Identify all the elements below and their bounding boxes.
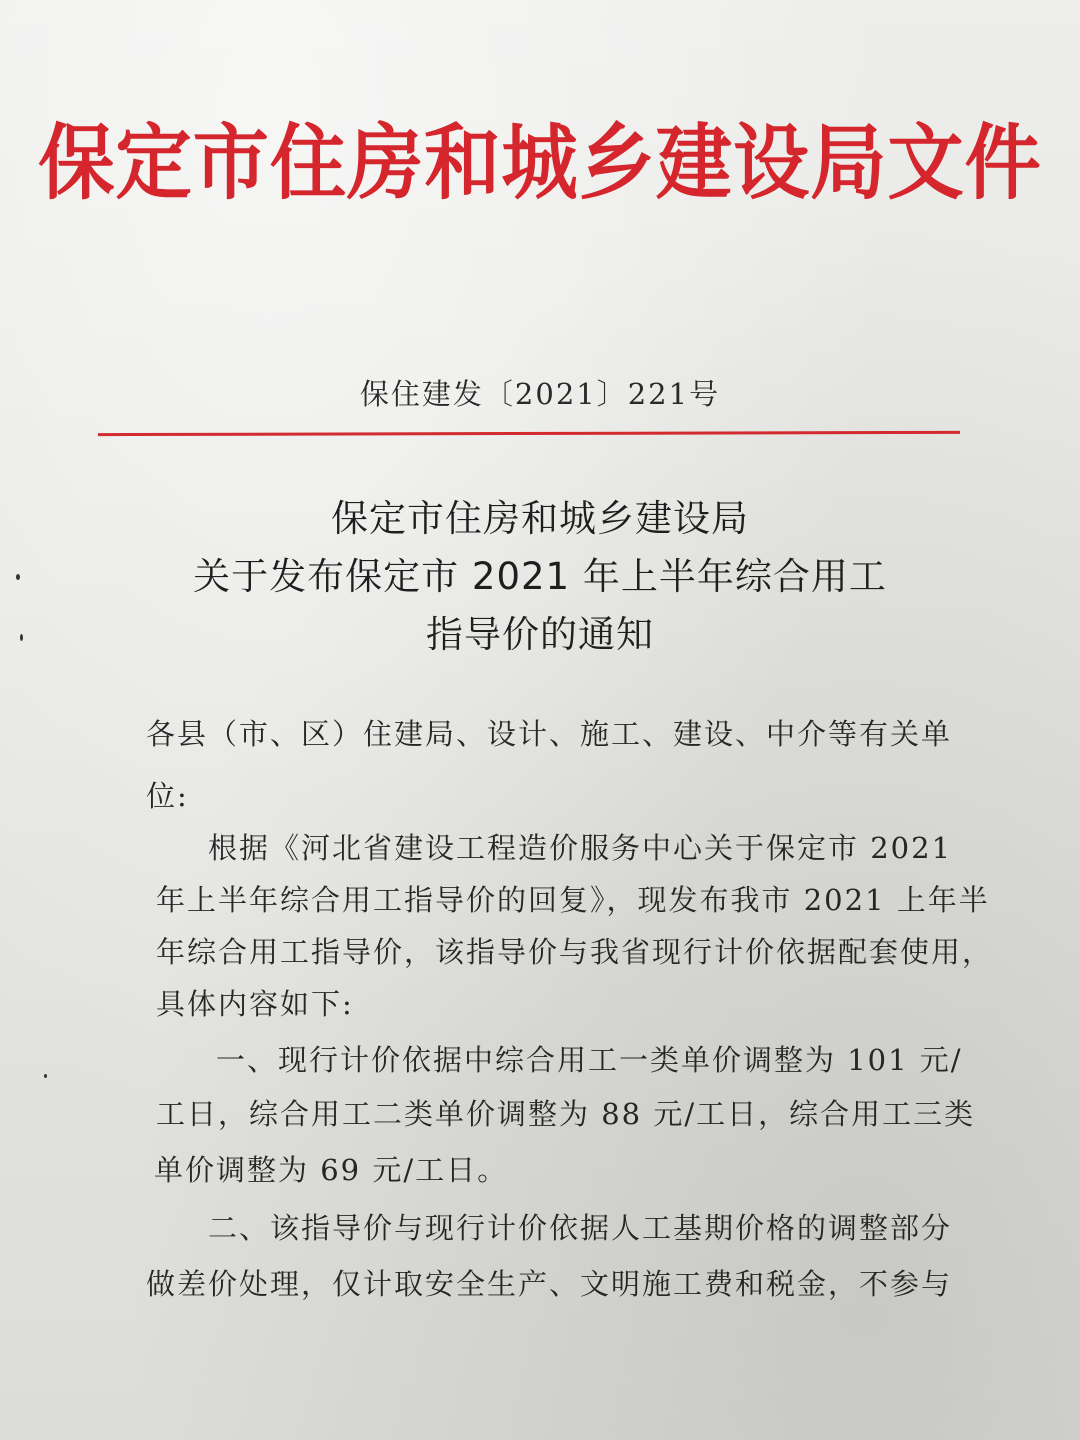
- paper-speck: [16, 574, 20, 580]
- body-line-item2-1: 二、该指导价与现行计价依据人工基期价格的调整部分: [208, 1211, 953, 1245]
- body-line-item2-2: 做差价处理，仅计取安全生产、文明施工费和税金，不参与: [146, 1267, 953, 1301]
- paper-speck: [20, 634, 23, 641]
- notice-title: [0, 490, 1080, 664]
- notice-title-line-2: 关于发布保定市 2021 年上半年综合用工: [193, 555, 887, 598]
- red-divider-line: [98, 431, 960, 436]
- notice-title-line-3: 指导价的通知: [426, 613, 654, 656]
- body-line-item1-2: 工日，综合用工二类单价调整为 88 元/工日，综合用工三类: [156, 1097, 976, 1131]
- body-line-para1-1: 根据《河北省建设工程造价服务中心关于保定市 2021: [208, 831, 953, 865]
- body-line-para1-3: 年综合用工指导价，该指导价与我省现行计价依据配套使用，: [156, 935, 994, 969]
- body-line-para1-2: 年上半年综合用工指导价的回复》，现发布我市 2021 上年半: [156, 883, 990, 917]
- body-line-addressee-cont: 位:: [146, 779, 189, 813]
- document-number: 保住建发〔2021〕221号: [359, 377, 721, 411]
- issuer-header-title: 保定市住房和城乡建设局文件: [38, 115, 1042, 211]
- body-line-addressee: 各县（市、区）住建局、设计、施工、建设、中介等有关单: [146, 717, 953, 751]
- paper-speck: [44, 1074, 47, 1078]
- body-line-item1-3: 单价调整为 69 元/工日。: [154, 1153, 509, 1187]
- body-line-item1-1: 一、现行计价依据中综合用工一类单价调整为 101 元/: [216, 1043, 963, 1077]
- notice-title-line-1: 保定市住房和城乡建设局: [331, 497, 749, 540]
- body-line-para1-4: 具体内容如下:: [156, 987, 354, 1021]
